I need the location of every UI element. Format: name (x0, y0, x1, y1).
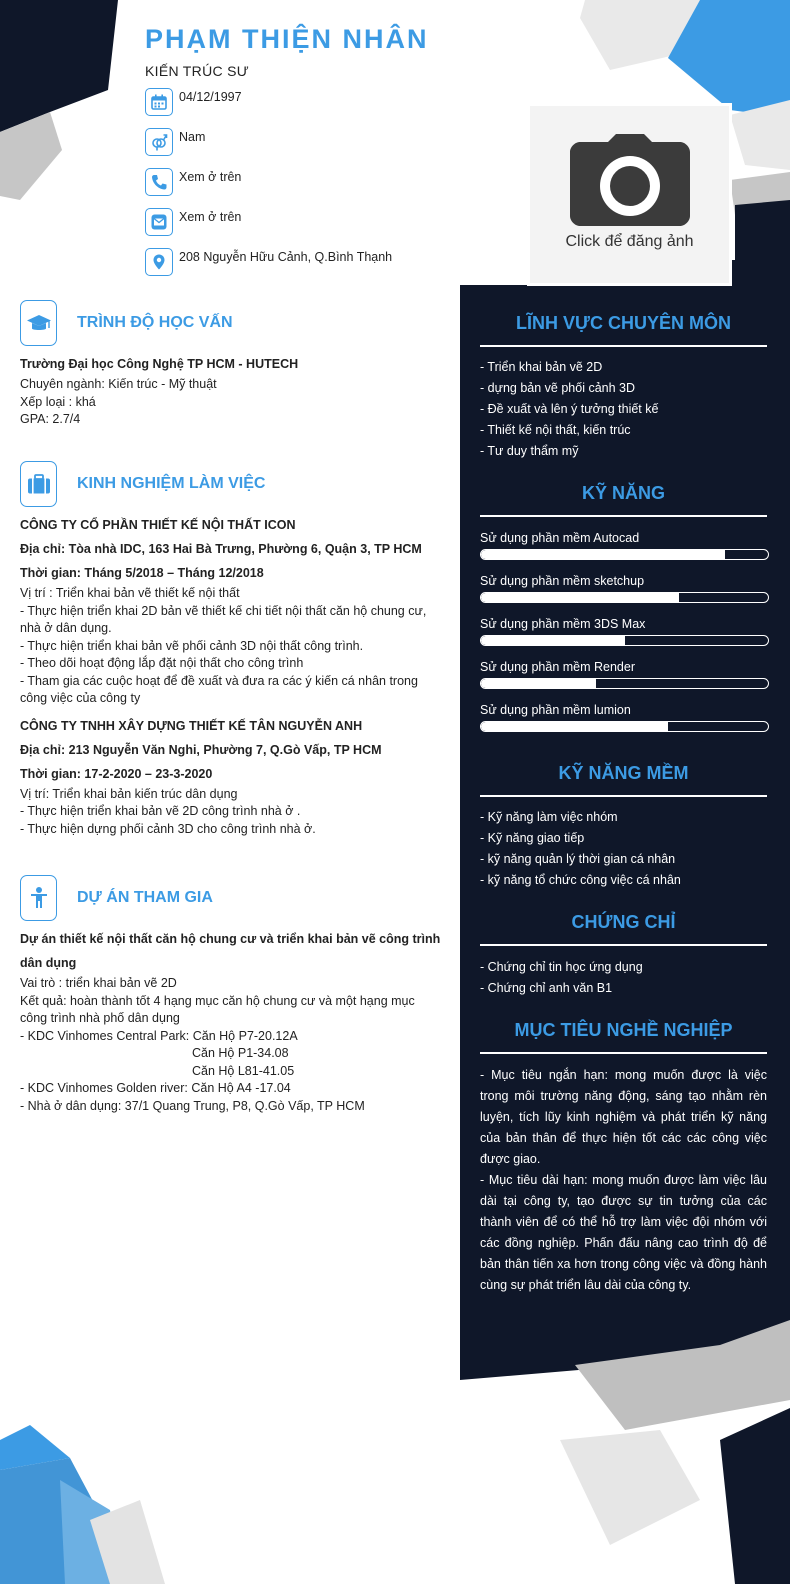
project-heading: Dự án thiết kế nội thất căn hộ chung cư và triển khai bản vẽ công trình (20, 932, 441, 946)
job-line: - Thực hiện triển khai bản vẽ 2D công trình nhà ở . (20, 804, 301, 818)
gender-icon (145, 128, 173, 156)
skill-bar (480, 549, 769, 560)
experience-section (20, 461, 442, 838)
project-role: Vai trò : triển khai bản vẽ 2D (20, 976, 177, 990)
projects-title: DỰ ÁN THAM GIA (77, 889, 213, 906)
soft-skill-item: - kỹ năng tổ chức công việc cá nhân (480, 873, 681, 887)
job-time: Thời gian: Tháng 5/2018 – Tháng 12/2018 (20, 566, 264, 580)
skill-bar (480, 592, 769, 603)
soft-skill-item: - kỹ năng quản lý thời gian cá nhân (480, 852, 676, 866)
job-line: - Theo dõi hoạt động lắp đặt nội thất cho công trình (20, 656, 304, 670)
education-title: TRÌNH ĐỘ HỌC VẤN (77, 314, 233, 331)
experience-title: KINH NGHIỆM LÀM VIỆC (77, 475, 266, 492)
education-line: GPA: 2.7/4 (20, 412, 81, 426)
expertise-item: - Thiết kế nội thất, kiến trúc (480, 423, 631, 437)
job-entry (20, 513, 442, 708)
job-time: Thời gian: 17-2-2020 – 23-3-2020 (20, 766, 213, 781)
education-line: Chuyên ngành: Kiến trúc - Mỹ thuật (20, 377, 217, 391)
divider (480, 345, 767, 347)
divider (480, 795, 767, 797)
certificates-title: CHỨNG CHỈ (571, 912, 676, 932)
job-line: nhà ở dân dụng. (20, 621, 112, 635)
contact-address (145, 248, 525, 278)
soft-skill-item: - Kỹ năng làm việc nhóm (480, 810, 618, 824)
job-line: - Thực hiện triển khai 2D bản vẽ thiết kế chi tiết nội thất căn hộ chung cư, (20, 603, 427, 618)
right-column (460, 285, 790, 1380)
gender-text: Nam (179, 130, 206, 144)
education-line: Xếp loại : khá (20, 394, 96, 409)
goals-title: MỤC TIÊU NGHỀ NGHIỆP (514, 1020, 733, 1040)
contact-phone (145, 168, 525, 198)
goals-text (480, 1065, 767, 1296)
project-result: Kết quả: hoàn thành tốt 4 hạng mục căn hộ chung cư và một hạng mục (20, 993, 415, 1008)
certificate-item: - Chứng chỉ anh văn B1 (480, 981, 613, 995)
education-section (20, 300, 442, 429)
contact-gender (145, 128, 525, 158)
soft-skills-title: KỸ NĂNG MỀM (558, 763, 689, 783)
skill-bar-fill (481, 679, 596, 688)
person-icon (20, 875, 57, 921)
company-address: Địa chỉ: 213 Nguyễn Văn Nghi, Phường 7, Q.Gò Vấp, TP HCM (20, 742, 382, 757)
skill-bar (480, 678, 769, 689)
project-item: Căn Hộ L81-41.05 (192, 1063, 295, 1078)
birthday-text: 04/12/1997 (179, 90, 242, 104)
short-term-goal: - Mục tiêu ngắn hạn: mong muốn được là việc trong môi trường năng động, sáng tạo nhằm rèn luyện, tích lũy kinh nghiệm và phát triển kỹ năng của bản thân để thực hiện tốt các các công việc được giao. (480, 1068, 767, 1166)
job-line: công việc của công ty (20, 691, 141, 705)
header (145, 24, 429, 79)
skill-label: Sử dụng phần mềm 3DS Max (480, 617, 646, 631)
graduation-cap-icon (20, 300, 57, 346)
calendar-icon (145, 88, 173, 116)
soft-skills-list (480, 807, 767, 891)
project-item: - KDC Vinhomes Golden river: Căn Hộ A4 -17.04 (20, 1081, 291, 1095)
photo-caption: Click để đăng ảnh (565, 233, 694, 250)
expertise-title: LĨNH VỰC CHUYÊN MÔN (516, 313, 731, 333)
divider (480, 515, 767, 517)
project-item: - Nhà ở dân dụng: 37/1 Quang Trung, P8, Q.Gò Vấp, TP HCM (20, 1098, 365, 1113)
company-name: CÔNG TY CỔ PHẦN THIẾT KẾ NỘI THẤT ICON (20, 518, 296, 532)
email-text: Xem ở trên (179, 210, 242, 224)
skill-bar-fill (481, 593, 679, 602)
skill-bar-fill (481, 636, 625, 645)
contact-birthday (145, 88, 525, 118)
candidate-role: KIẾN TRÚC SƯ (145, 63, 249, 79)
location-icon (145, 248, 173, 276)
certificate-item: - Chứng chỉ tin học ứng dụng (480, 960, 643, 974)
job-line: - Thực hiện triển khai bản vẽ phối cảnh 3D nội thất công trình. (20, 638, 364, 653)
skill-bar (480, 721, 769, 732)
certificates-list (480, 957, 767, 999)
project-item: - KDC Vinhomes Central Park: Căn Hộ P7-20.12A (20, 1028, 298, 1043)
expertise-item: - dựng bản vẽ phối cảnh 3D (480, 381, 635, 395)
job-line: - Tham gia các cuộc hoạt để đề xuất và đưa ra các ý kiến cá nhân trong (20, 673, 418, 688)
expertise-list (480, 357, 767, 462)
phone-icon (145, 168, 173, 196)
skill-label: Sử dụng phần mềm lumion (480, 703, 631, 717)
job-line: Vị trí: Triển khai bản kiến trúc dân dụng (20, 786, 238, 801)
divider (480, 1052, 767, 1054)
briefcase-icon (20, 461, 57, 507)
job-line: Vị trí : Triển khai bản vẽ thiết kế nội thất (20, 586, 240, 600)
skill-bar-fill (481, 550, 725, 559)
skill-bar-fill (481, 722, 668, 731)
candidate-name: PHẠM THIỆN NHÂN (145, 24, 429, 54)
skill-label: Sử dụng phần mềm Render (480, 660, 635, 674)
skill-bar (480, 635, 769, 646)
email-icon (145, 208, 173, 236)
expertise-item: - Triển khai bản vẽ 2D (480, 360, 603, 374)
skill-label: Sử dụng phần mềm sketchup (480, 574, 645, 588)
contact-email (145, 208, 525, 238)
project-result: công trình nhà phố dân dụng (20, 1011, 180, 1025)
job-line: - Thực hiện dựng phối cảnh 3D cho công trình nhà ở. (20, 821, 316, 836)
school-name: Trường Đại học Công Nghệ TP HCM - HUTECH (20, 357, 299, 371)
soft-skill-item: - Kỹ năng giao tiếp (480, 831, 585, 845)
company-address: Địa chỉ: Tòa nhà IDC, 163 Hai Bà Trưng, Phường 6, Quận 3, TP HCM (20, 542, 422, 556)
company-name: CÔNG TY TNHH XÂY DỰNG THIẾT KẾ TÂN NGUYỄN ANH (20, 718, 363, 733)
phone-text: Xem ở trên (179, 170, 242, 184)
divider (480, 944, 767, 946)
project-heading: dân dụng (20, 956, 77, 970)
expertise-item: - Đề xuất và lên ý tưởng thiết kế (480, 402, 659, 416)
expertise-item: - Tư duy thẩm mỹ (480, 444, 579, 458)
job-entry (20, 714, 442, 839)
skills-title: KỸ NĂNG (581, 483, 665, 503)
projects-section (20, 875, 442, 1115)
camera-icon (570, 134, 690, 226)
photo-upload[interactable] (527, 103, 732, 286)
long-term-goal: - Mục tiêu dài hạn: mong muốn được làm việc lâu dài tại công ty, tạo được sự tin tưởng của các thành viên để có thể hỗ trợ làm việc đội nhóm với các đồng nghiệp. Phấn đấu nâng cao trình độ để bản thân tiến xa hơn trong công việc và đồng hành cùng sự phát triển lâu dài của công ty. (480, 1173, 767, 1292)
project-item: Căn Hộ P1-34.08 (192, 1046, 289, 1060)
skill-label: Sử dụng phần mềm Autocad (480, 531, 640, 545)
address-text: 208 Nguyễn Hữu Cảnh, Q.Bình Thạnh (179, 250, 393, 264)
